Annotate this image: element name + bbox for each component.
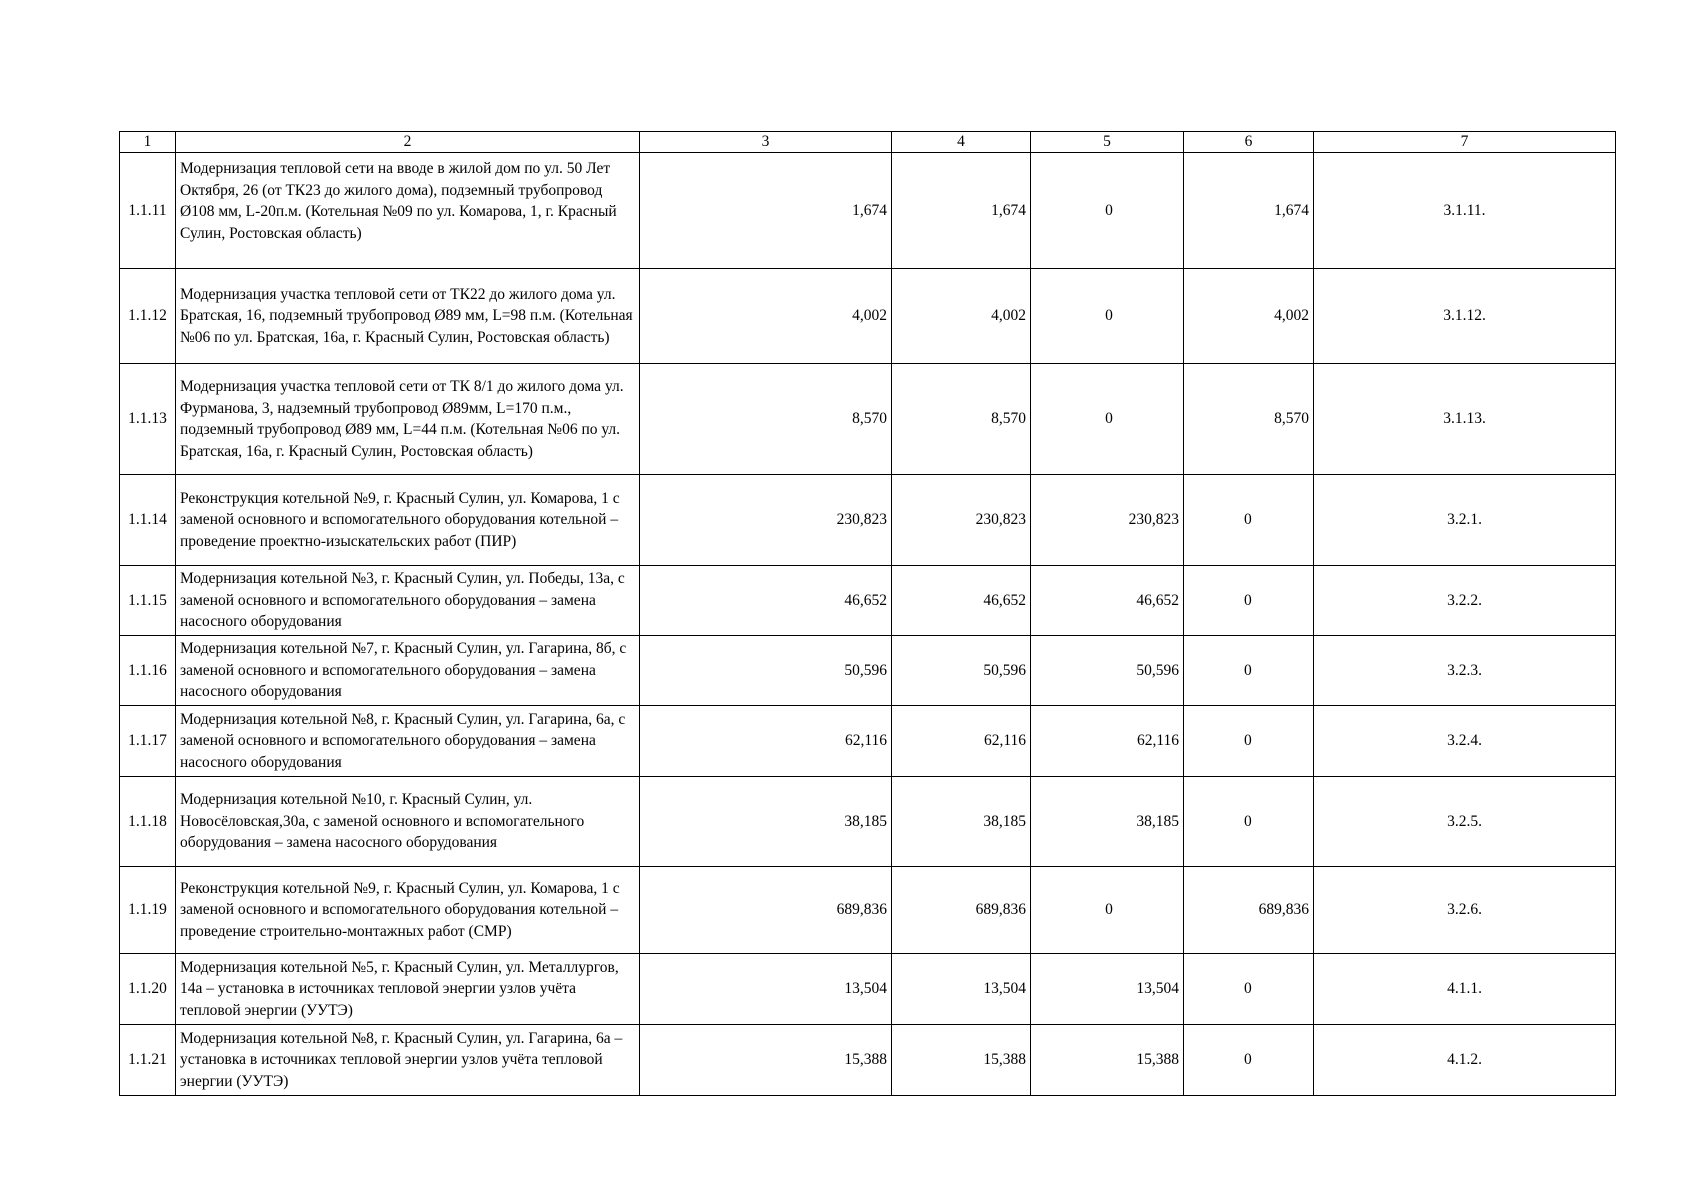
row-value-3: 1,674 (640, 153, 892, 269)
table-row (120, 867, 1616, 954)
row-number: 1.1.11 (120, 153, 176, 269)
table-row (120, 706, 1616, 777)
row-name: Модернизация тепловой сети на вводе в жилой дом по ул. 50 Лет Октября, 26 (от ТК23 до жилого дома), подземный трубопровод Ø108 мм, L-20п.м. (Котельная №09 по ул. Комарова, 1, г. Красный Сулин, Ростовская область) (176, 153, 640, 269)
row-ref: 3.1.13. (1314, 364, 1616, 475)
row-number: 1.1.13 (120, 364, 176, 475)
header-col-5: 5 (1031, 132, 1184, 153)
row-name: Модернизация котельной №8, г. Красный Сулин, ул. Гагарина, 6а – установка в источниках тепловой энергии узлов учёта тепловой энергии (УУТЭ) (176, 1025, 640, 1096)
row-number: 1.1.15 (120, 566, 176, 636)
row-ref: 3.2.2. (1314, 566, 1616, 636)
table-row (120, 475, 1616, 566)
row-value-4: 62,116 (892, 706, 1031, 777)
row-ref: 3.2.3. (1314, 636, 1616, 706)
row-value-6: 0 (1184, 636, 1314, 706)
row-value-3: 4,002 (640, 269, 892, 364)
row-number: 1.1.21 (120, 1025, 176, 1096)
row-name: Модернизация котельной №7, г. Красный Сулин, ул. Гагарина, 8б, с заменой основного и вспомогательного оборудования – замена насосного оборудования (176, 636, 640, 706)
row-value-3: 46,652 (640, 566, 892, 636)
row-value-4: 13,504 (892, 954, 1031, 1025)
table-header (120, 132, 1616, 153)
row-name: Модернизация участка тепловой сети от ТК22 до жилого дома ул. Братская, 16, подземный трубопровод Ø89 мм, L=98 п.м. (Котельная №06 по ул. Братская, 16а, г. Красный Сулин, Ростовская область) (176, 269, 640, 364)
header-col-4: 4 (892, 132, 1031, 153)
row-value-6: 0 (1184, 1025, 1314, 1096)
row-value-3: 230,823 (640, 475, 892, 566)
table-body (120, 153, 1616, 1096)
row-value-4: 230,823 (892, 475, 1031, 566)
row-value-5: 0 (1031, 269, 1184, 364)
row-value-4: 15,388 (892, 1025, 1031, 1096)
row-value-5: 13,504 (1031, 954, 1184, 1025)
row-value-4: 50,596 (892, 636, 1031, 706)
row-value-5: 0 (1031, 867, 1184, 954)
row-value-3: 62,116 (640, 706, 892, 777)
row-value-4: 689,836 (892, 867, 1031, 954)
row-name: Модернизация котельной №10, г. Красный Сулин, ул. Новосёловская,30а, с заменой основного и вспомогательного оборудования – замена насосного оборудования (176, 777, 640, 867)
row-ref: 3.2.6. (1314, 867, 1616, 954)
row-value-6: 0 (1184, 777, 1314, 867)
row-value-6: 4,002 (1184, 269, 1314, 364)
row-value-6: 0 (1184, 566, 1314, 636)
header-col-7: 7 (1314, 132, 1616, 153)
row-number: 1.1.20 (120, 954, 176, 1025)
row-number: 1.1.16 (120, 636, 176, 706)
row-ref: 4.1.1. (1314, 954, 1616, 1025)
row-value-3: 15,388 (640, 1025, 892, 1096)
header-col-2: 2 (176, 132, 640, 153)
investment-table (119, 131, 1616, 1096)
row-value-3: 689,836 (640, 867, 892, 954)
row-ref: 3.2.4. (1314, 706, 1616, 777)
table-row (120, 269, 1616, 364)
table-row (120, 636, 1616, 706)
row-number: 1.1.17 (120, 706, 176, 777)
row-value-3: 8,570 (640, 364, 892, 475)
row-value-5: 62,116 (1031, 706, 1184, 777)
row-value-6: 8,570 (1184, 364, 1314, 475)
row-ref: 3.2.5. (1314, 777, 1616, 867)
row-value-6: 0 (1184, 954, 1314, 1025)
row-value-6: 1,674 (1184, 153, 1314, 269)
row-value-5: 0 (1031, 364, 1184, 475)
row-value-6: 0 (1184, 706, 1314, 777)
table-row (120, 153, 1616, 269)
row-ref: 4.1.2. (1314, 1025, 1616, 1096)
row-value-3: 50,596 (640, 636, 892, 706)
table-row (120, 364, 1616, 475)
table-row (120, 1025, 1616, 1096)
row-value-5: 50,596 (1031, 636, 1184, 706)
row-name: Модернизация котельной №8, г. Красный Сулин, ул. Гагарина, 6а, с заменой основного и вспомогательного оборудования – замена насосного оборудования (176, 706, 640, 777)
row-value-4: 38,185 (892, 777, 1031, 867)
row-name: Реконструкция котельной №9, г. Красный Сулин, ул. Комарова, 1 с заменой основного и вспомогательного оборудования котельной – проведение строительно-монтажных работ (СМР) (176, 867, 640, 954)
row-ref: 3.2.1. (1314, 475, 1616, 566)
table-row (120, 777, 1616, 867)
row-name: Реконструкция котельной №9, г. Красный Сулин, ул. Комарова, 1 с заменой основного и вспомогательного оборудования котельной – проведение проектно-изыскательских работ (ПИР) (176, 475, 640, 566)
row-value-6: 689,836 (1184, 867, 1314, 954)
row-value-4: 8,570 (892, 364, 1031, 475)
row-value-6: 0 (1184, 475, 1314, 566)
row-value-4: 1,674 (892, 153, 1031, 269)
header-row (120, 132, 1616, 153)
row-number: 1.1.12 (120, 269, 176, 364)
row-number: 1.1.14 (120, 475, 176, 566)
row-value-5: 0 (1031, 153, 1184, 269)
row-value-5: 230,823 (1031, 475, 1184, 566)
row-number: 1.1.19 (120, 867, 176, 954)
header-col-6: 6 (1184, 132, 1314, 153)
row-value-4: 4,002 (892, 269, 1031, 364)
row-value-5: 15,388 (1031, 1025, 1184, 1096)
row-name: Модернизация котельной №5, г. Красный Сулин, ул. Металлургов, 14а – установка в источниках тепловой энергии узлов учёта тепловой энергии (УУТЭ) (176, 954, 640, 1025)
row-value-3: 38,185 (640, 777, 892, 867)
table-row (120, 566, 1616, 636)
row-value-4: 46,652 (892, 566, 1031, 636)
row-value-5: 46,652 (1031, 566, 1184, 636)
header-col-1: 1 (120, 132, 176, 153)
row-ref: 3.1.12. (1314, 269, 1616, 364)
row-ref: 3.1.11. (1314, 153, 1616, 269)
row-value-5: 38,185 (1031, 777, 1184, 867)
row-number: 1.1.18 (120, 777, 176, 867)
header-col-3: 3 (640, 132, 892, 153)
table-row (120, 954, 1616, 1025)
row-name: Модернизация котельной №3, г. Красный Сулин, ул. Победы, 13а, с заменой основного и вспомогательного оборудования – замена насосного оборудования (176, 566, 640, 636)
row-name: Модернизация участка тепловой сети от ТК 8/1 до жилого дома ул. Фурманова, 3, надземный трубопровод Ø89мм, L=170 п.м., подземный трубопровод Ø89 мм, L=44 п.м. (Котельная №06 по ул. Братская, 16а, г. Красный Сулин, Ростовская область) (176, 364, 640, 475)
row-value-3: 13,504 (640, 954, 892, 1025)
